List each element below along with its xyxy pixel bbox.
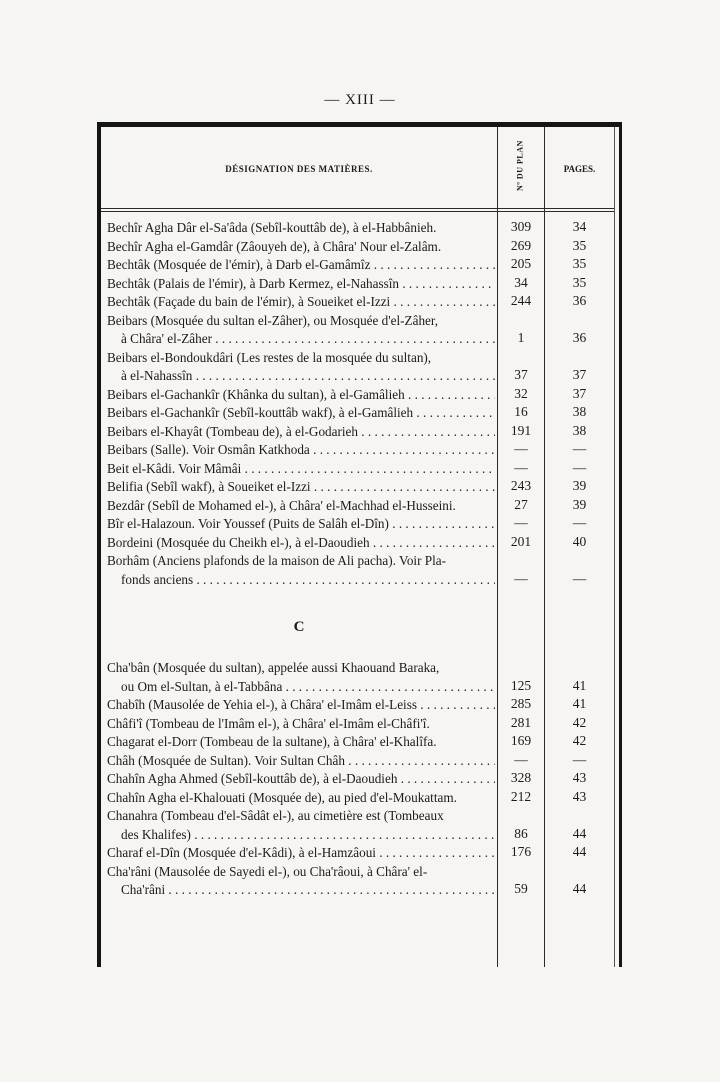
dot-leader: [417, 697, 495, 712]
entry-description-line: Bechîr Agha el-Gamdâr (Zâouyeh de), à Châra' Nour el-Zalâm.: [107, 238, 442, 254]
entry-plan-number: 201: [510, 533, 532, 549]
entry-page-number: —: [572, 515, 587, 530]
entry-page-number: 41: [572, 677, 587, 693]
entry-page-number: 39: [572, 478, 587, 493]
entry-description-line: fonds anciens . . .: [107, 571, 495, 590]
index-entry: [97, 386, 622, 405]
entry-page-number: 35: [572, 274, 587, 290]
entry-plan-number: 59: [514, 881, 528, 896]
dot-leader: [191, 827, 495, 842]
entry-page-number: 38: [572, 422, 587, 438]
entry-page-number: 40: [572, 533, 587, 549]
entry-page-number: 42: [572, 733, 587, 748]
index-entry: [97, 349, 622, 386]
entry-description-line: Beibars el-Gachankîr (Sebîl-kouttâb wakf), à el-Gamâlieh . . .: [107, 404, 495, 423]
index-entry: [97, 256, 622, 275]
dot-leader: [241, 461, 495, 476]
index-entry: [97, 863, 622, 900]
entry-description-line: Châh (Mosquée de Sultan). Voir Sultan Châh . . .: [107, 752, 495, 771]
entry-page-number: 35: [572, 256, 587, 271]
entry-page-number: 37: [572, 385, 587, 401]
entry-page-number: 44: [572, 881, 587, 896]
dot-leader: [311, 479, 495, 494]
entry-description-line: Bechîr Agha Dâr el-Sa'âda (Sebîl-kouttâb de), à el-Habbânieh.: [107, 220, 437, 235]
dot-leader: [282, 679, 495, 694]
entry-description-line: Chanahra (Tombeau d'el-Sâdât el-), au cimetière est (Tombeaux: [107, 808, 444, 823]
entry-page-number: 37: [572, 367, 587, 382]
entry-plan-number: 191: [510, 422, 532, 438]
entry-page-number: 38: [572, 404, 587, 419]
entry-plan-number: 86: [514, 825, 528, 841]
entry-plan-number: 1: [517, 330, 525, 345]
entry-description-line: Belifia (Sebîl wakf), à Soueiket el-Izzi . . .: [107, 478, 495, 497]
index-entry: [97, 715, 622, 734]
entry-page-number: 44: [572, 844, 587, 859]
dot-leader: [413, 405, 495, 420]
entry-plan-number: 169: [510, 733, 532, 748]
entry-plan-number: —: [514, 441, 528, 456]
entry-page-number: 41: [572, 696, 587, 711]
header-plan-number: Nº DU PLAN: [515, 140, 525, 192]
entry-plan-number: 125: [510, 677, 532, 693]
entry-page-number: —: [572, 459, 587, 475]
entry-description-line: Beibars (Salle). Voir Osmân Katkhoda . . .: [107, 441, 495, 460]
entry-description-line: Charaf el-Dîn (Mosquée d'el-Kâdi), à el-Hamzâoui . . .: [107, 844, 495, 863]
index-entry: [97, 752, 622, 771]
entry-plan-number: —: [514, 459, 528, 475]
entry-description-line: ou Om el-Sultan, à el-Tabbâna . . .: [107, 678, 495, 697]
index-entry: [97, 789, 622, 808]
entry-description-line: Chahîn Agha Ahmed (Sebîl-kouttâb de), à el-Daoudieh . . .: [107, 770, 495, 789]
index-entry: [97, 312, 622, 349]
entry-page-number: 34: [572, 219, 587, 234]
entry-description-line: Chagarat el-Dorr (Tombeau de la sultane), à Châra' el-Khalîfa.: [107, 734, 437, 749]
dot-leader: [370, 257, 495, 272]
index-entry: [97, 696, 622, 715]
entry-description-line: Cha'râni (Mausolée de Sayedi el-), ou Cha'râoui, à Châra' el-: [107, 863, 428, 879]
entry-plan-number: 244: [510, 293, 532, 308]
index-entry: [97, 404, 622, 423]
entry-page-number: —: [572, 751, 587, 767]
dot-leader: [397, 771, 495, 786]
entry-description-line: Bechtâk (Mosquée de l'émir), à Darb el-Gamâmîz . . .: [107, 256, 495, 275]
entry-description-line: Bechtâk (Palais de l'émir), à Darb Kermez, el-Nahassîn . . .: [107, 275, 495, 294]
index-entry: [97, 515, 622, 534]
entry-description-line: Beibars el-Bondoukdâri (Les restes de la mosquée du sultan),: [107, 349, 432, 365]
entry-page-number: 36: [572, 330, 587, 345]
page-number: — XIII —: [324, 92, 396, 108]
entry-page-number: —: [572, 570, 587, 586]
index-entry: [97, 659, 622, 696]
index-entry: [97, 733, 622, 752]
entry-page-number: 35: [572, 237, 587, 253]
index-entry: [97, 238, 622, 257]
header-rule-double: [101, 211, 614, 212]
dot-leader: [376, 845, 495, 860]
entry-plan-number: 285: [510, 696, 532, 711]
index-entry: [97, 807, 622, 844]
dot-leader: [345, 753, 495, 768]
index-entry: [97, 219, 622, 238]
entry-plan-number: 176: [510, 844, 532, 859]
entry-description-line: à el-Nahassîn . . .: [107, 367, 495, 386]
dot-leader: [358, 424, 495, 439]
index-entry: [97, 770, 622, 789]
entry-page-number: 44: [572, 825, 587, 841]
entry-description-line: Cha'bân (Mosquée du sultan), appelée aussi Khaouand Baraka,: [107, 660, 440, 675]
index-entry: [97, 552, 622, 589]
entry-description-line: Chahîn Agha el-Khalouati (Mosquée de), au pied d'el-Moukattam.: [107, 789, 457, 805]
dot-leader: [212, 331, 495, 346]
entry-description-line: des Khalifes) . . .: [107, 826, 495, 845]
index-entry: [97, 460, 622, 479]
entry-plan-number: 16: [514, 404, 528, 419]
entry-plan-number: 34: [514, 274, 528, 290]
entry-description-line: Bordeini (Mosquée du Cheikh el-), à el-Daoudieh . . .: [107, 534, 495, 553]
index-table: [97, 122, 622, 967]
entry-plan-number: 37: [514, 367, 528, 382]
entry-page-number: 42: [572, 714, 587, 730]
entry-description-line: Beit el-Kâdi. Voir Mâmâi . . .: [107, 460, 495, 479]
entry-description-line: Beibars (Mosquée du sultan el-Zâher), ou Mosquée d'el-Zâher,: [107, 312, 439, 328]
entry-page-number: —: [572, 441, 587, 456]
entry-description-line: Cha'râni . . .: [107, 881, 495, 900]
header-designation: DÉSIGNATION DES MATIÈRES.: [225, 164, 373, 174]
entry-description-line: Beibars el-Khayât (Tombeau de), à el-Godarieh . . .: [107, 423, 495, 442]
index-entry: [97, 441, 622, 460]
entry-page-number: 43: [572, 788, 587, 804]
header-rule: [101, 208, 614, 209]
entry-page-number: 36: [572, 293, 587, 308]
dot-leader: [192, 368, 495, 383]
entry-page-number: 39: [572, 496, 587, 512]
entry-description-line: à Châra' el-Zâher . . .: [107, 330, 495, 349]
dot-leader: [389, 516, 495, 531]
entry-plan-number: 281: [510, 714, 532, 730]
entry-description-line: Chabîh (Mausolée de Yehia el-), à Châra' el-Imâm el-Leiss . . .: [107, 696, 495, 715]
index-entry: [97, 275, 622, 294]
entry-plan-number: —: [514, 751, 528, 767]
entry-plan-number: 27: [514, 496, 528, 512]
index-entry: [97, 478, 622, 497]
index-entry: [97, 844, 622, 863]
index-entry: [97, 497, 622, 516]
dot-leader: [390, 294, 495, 309]
entry-description-line: Borhâm (Anciens plafonds de la maison de Ali pacha). Voir Pla-: [107, 553, 447, 568]
entry-plan-number: 205: [510, 256, 532, 271]
dot-leader: [405, 387, 495, 402]
entry-plan-number: —: [514, 570, 528, 586]
header-pages: PAGES.: [563, 164, 596, 174]
entry-plan-number: 269: [510, 237, 532, 253]
entry-plan-number: 243: [510, 478, 532, 493]
entry-plan-number: 309: [510, 219, 532, 234]
dot-leader: [370, 535, 495, 550]
entry-plan-number: —: [514, 515, 528, 530]
section-letter: C: [293, 619, 305, 635]
entry-plan-number: 328: [510, 770, 532, 785]
dot-leader: [165, 882, 495, 897]
entry-plan-number: 212: [510, 788, 532, 804]
dot-leader: [310, 442, 495, 457]
dot-leader: [399, 276, 495, 291]
index-entry: [97, 293, 622, 312]
entry-description-line: Beibars el-Gachankîr (Khânka du sultan), à el-Gamâlieh . . .: [107, 386, 495, 405]
entry-plan-number: 32: [514, 385, 528, 401]
entry-description-line: Bechtâk (Façade du bain de l'émir), à Soueiket el-Izzi . . .: [107, 293, 495, 312]
entry-page-number: 43: [572, 770, 587, 785]
entry-description-line: Châfi'î (Tombeau de l'Imâm el-), à Châra' el-Imâm el-Châfi'î.: [107, 715, 430, 731]
entry-description-line: Bîr el-Halazoun. Voir Youssef (Puits de Salâh el-Dîn) . . .: [107, 515, 495, 534]
entry-description-line: Bezdâr (Sebîl de Mohamed el-), à Châra' el-Machhad el-Husseini.: [107, 497, 456, 513]
index-entry: [97, 534, 622, 553]
dot-leader: [193, 572, 495, 587]
index-entry: [97, 423, 622, 442]
